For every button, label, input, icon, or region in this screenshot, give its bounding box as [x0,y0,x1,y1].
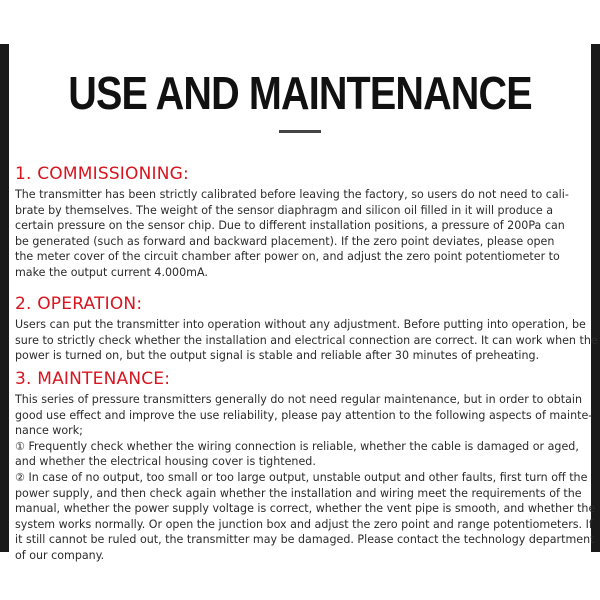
paragraph-line: of our company. [15,548,105,562]
paragraph-line: nance work; [15,424,83,438]
section-heading: 2. OPERATION: [15,294,143,314]
paragraph-line: ① Frequently check whether the wiring connection is reliable, whether the cable is damaged or aged, [15,439,579,453]
paragraph-line: power supply, and then check again whether the installation and wiring meet the requirements of the [15,486,582,500]
section-heading: 1. COMMISSIONING: [15,164,189,184]
paragraph-line: The transmitter has been strictly calibrated before leaving the factory, so users do not need to cali- [15,188,569,201]
paragraph-line: manual, whether the power supply voltage is correct, whether the vent pipe is smooth, and whether the [15,502,596,516]
paragraph-line: brate by themselves. The weight of the sensor diaphragm and silicon oil filled in it will produce a [15,203,554,217]
paragraph-line: This series of pressure transmitters generally do not need regular maintenance, but in order to obtain [15,393,583,406]
paragraph-line: certain pressure on the sensor chip. Due to different installation positions, a pressure of 200Pa can [15,219,565,233]
paragraph-line: sure to strictly check whether the installation and electrical connection are correct. It can work when the [15,333,598,347]
section-paragraph [15,317,598,364]
section-operation [15,294,598,364]
paragraph-line: ② In case of no output, too small or too large output, unstable output and other faults, first turn off the [15,470,588,484]
section-maintenance [15,369,595,564]
paragraph-line: good use effect and improve the use reliability, please pay attention to the following aspects of mainte- [15,408,593,422]
section-heading: 3. MAINTENANCE: [15,369,171,389]
paragraph-line: and whether the electrical housing cover is tightened. [15,455,316,469]
left-frame-bar [0,44,9,552]
paragraph-line: make the output current 4.000mA. [15,265,208,279]
paragraph-line: be generated (such as forward and backward placement). If the zero point deviates, please open [15,234,555,248]
paragraph-line: Users can put the transmitter into operation without any adjustment. Before putting into operation, be [15,318,586,331]
paragraph-line: system works normally. Or open the junction box and adjust the zero point and range potentiometers. If [15,517,593,531]
title-underline [279,130,321,133]
page-title: USE AND MAINTENANCE [68,67,532,119]
paragraph-line: it still cannot be ruled out, the transmitter may be damaged. Please contact the technology department [15,533,595,547]
paragraph-line: the meter cover of the circuit chamber after power on, and adjust the zero point potentiometer to [15,250,560,264]
section-commissioning [15,164,569,281]
section-paragraph [15,392,595,564]
section-paragraph [15,187,569,281]
paragraph-line: power is turned on, but the output signal is stable and reliable after 30 minutes of preheating. [15,349,540,363]
